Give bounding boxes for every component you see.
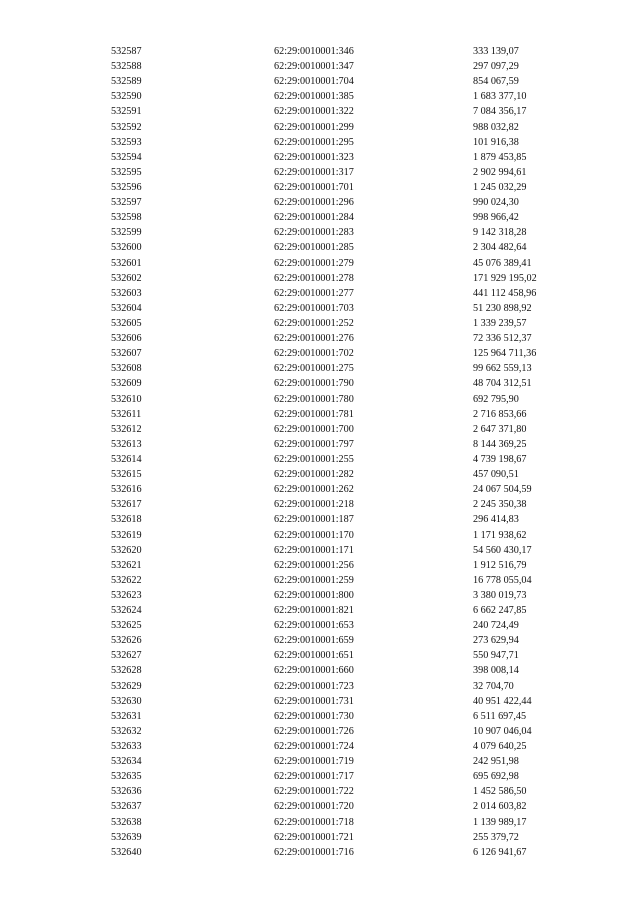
row-number: 532611: [111, 408, 142, 420]
cadastral-value: 54 560 430,17: [473, 544, 532, 556]
cadastral-number: 62:29:0010001:283: [274, 227, 354, 239]
row-number: 532614: [111, 453, 142, 465]
table-row: [0, 195, 640, 210]
cadastral-value: 990 024,30: [473, 197, 519, 209]
cadastral-number: 62:29:0010001:730: [274, 710, 354, 722]
table-row: [0, 497, 640, 512]
table-row: [0, 407, 640, 422]
cadastral-value: 4 079 640,25: [473, 741, 527, 753]
row-number: 532619: [111, 529, 142, 541]
table-row: [0, 59, 640, 74]
row-number: 532588: [111, 61, 142, 73]
table-row: [0, 120, 640, 135]
cadastral-number: 62:29:0010001:347: [274, 61, 354, 73]
row-number: 532618: [111, 514, 142, 526]
cadastral-number: 62:29:0010001:284: [274, 212, 354, 224]
cadastral-number: 62:29:0010001:651: [274, 650, 354, 662]
cadastral-number: 62:29:0010001:279: [274, 257, 354, 269]
row-number: 532638: [111, 816, 142, 828]
table-row: [0, 694, 640, 709]
cadastral-number: 62:29:0010001:323: [274, 151, 354, 163]
table-row: [0, 256, 640, 271]
cadastral-number: 62:29:0010001:723: [274, 680, 354, 692]
row-number: 532629: [111, 680, 142, 692]
cadastral-number: 62:29:0010001:731: [274, 695, 354, 707]
row-number: 532626: [111, 635, 142, 647]
cadastral-number: 62:29:0010001:659: [274, 635, 354, 647]
row-number: 532609: [111, 378, 142, 390]
cadastral-value: 2 014 603,82: [473, 801, 527, 813]
table-row: [0, 210, 640, 225]
cadastral-number: 62:29:0010001:724: [274, 741, 354, 753]
cadastral-value: 1 339 239,57: [473, 317, 527, 329]
row-number: 532592: [111, 121, 142, 133]
row-number: 532607: [111, 348, 142, 360]
table-row: [0, 845, 640, 860]
cadastral-number: 62:29:0010001:282: [274, 469, 354, 481]
row-number: 532599: [111, 227, 142, 239]
cadastral-value: 297 097,29: [473, 61, 519, 73]
table-row: [0, 89, 640, 104]
table-row: [0, 799, 640, 814]
cadastral-value: 240 724,49: [473, 620, 519, 632]
cadastral-number: 62:29:0010001:704: [274, 76, 354, 88]
cadastral-number: 62:29:0010001:278: [274, 272, 354, 284]
cadastral-number: 62:29:0010001:218: [274, 499, 354, 511]
table-row: [0, 618, 640, 633]
cadastral-value: 988 032,82: [473, 121, 519, 133]
cadastral-number: 62:29:0010001:295: [274, 136, 354, 148]
table-row: [0, 392, 640, 407]
row-number: 532590: [111, 91, 142, 103]
table-row: [0, 74, 640, 89]
cadastral-number: 62:29:0010001:716: [274, 846, 354, 858]
row-number: 532616: [111, 484, 142, 496]
cadastral-value: 2 902 994,61: [473, 166, 527, 178]
table-row: [0, 316, 640, 331]
row-number: 532606: [111, 333, 142, 345]
cadastral-value: 550 947,71: [473, 650, 519, 662]
table-row: [0, 482, 640, 497]
table-row: [0, 180, 640, 195]
table-row: [0, 165, 640, 180]
cadastral-value: 6 511 697,45: [473, 710, 527, 722]
cadastral-value: 1 171 938,62: [473, 529, 527, 541]
table-row: [0, 603, 640, 618]
row-number: 532620: [111, 544, 142, 556]
cadastral-value: 255 379,72: [473, 831, 519, 843]
table-row: [0, 528, 640, 543]
cadastral-value: 32 704,70: [473, 680, 514, 692]
cadastral-value: 16 778 055,04: [473, 574, 532, 586]
table-row: [0, 739, 640, 754]
cadastral-value: 2 304 482,64: [473, 242, 527, 254]
table-row: [0, 452, 640, 467]
cadastral-number: 62:29:0010001:275: [274, 363, 354, 375]
row-number: 532637: [111, 801, 142, 813]
table-row: [0, 301, 640, 316]
table-row: [0, 44, 640, 59]
table-row: [0, 679, 640, 694]
row-number: 532640: [111, 846, 142, 858]
row-number: 532600: [111, 242, 142, 254]
table-row: [0, 286, 640, 301]
row-number: 532639: [111, 831, 142, 843]
cadastral-value: 99 662 559,13: [473, 363, 532, 375]
cadastral-number: 62:29:0010001:285: [274, 242, 354, 254]
row-number: 532610: [111, 393, 142, 405]
table-row: [0, 724, 640, 739]
cadastral-number: 62:29:0010001:702: [274, 348, 354, 360]
row-number: 532604: [111, 302, 142, 314]
cadastral-number: 62:29:0010001:296: [274, 197, 354, 209]
row-number: 532635: [111, 771, 142, 783]
table-row: [0, 815, 640, 830]
table-row: [0, 573, 640, 588]
cadastral-number: 62:29:0010001:703: [274, 302, 354, 314]
cadastral-number: 62:29:0010001:821: [274, 605, 354, 617]
cadastral-value: 441 112 458,96: [473, 287, 537, 299]
cadastral-number: 62:29:0010001:701: [274, 181, 354, 193]
row-number: 532622: [111, 574, 142, 586]
cadastral-number: 62:29:0010001:187: [274, 514, 354, 526]
row-number: 532633: [111, 741, 142, 753]
row-number: 532627: [111, 650, 142, 662]
table-row: [0, 104, 640, 119]
cadastral-value: 457 090,51: [473, 469, 519, 481]
row-number: 532597: [111, 197, 142, 209]
table-row: [0, 225, 640, 240]
cadastral-number: 62:29:0010001:780: [274, 393, 354, 405]
row-number: 532612: [111, 423, 142, 435]
table-row: [0, 648, 640, 663]
cadastral-number: 62:29:0010001:252: [274, 317, 354, 329]
cadastral-value: 40 951 422,44: [473, 695, 532, 707]
table-row: [0, 512, 640, 527]
cadastral-value-table: [0, 44, 640, 860]
table-row: [0, 467, 640, 482]
cadastral-value: 2 716 853,66: [473, 408, 527, 420]
cadastral-number: 62:29:0010001:790: [274, 378, 354, 390]
table-row: [0, 558, 640, 573]
table-row: [0, 754, 640, 769]
cadastral-value: 3 380 019,73: [473, 589, 527, 601]
cadastral-value: 1 683 377,10: [473, 91, 527, 103]
row-number: 532613: [111, 438, 142, 450]
cadastral-value: 9 142 318,28: [473, 227, 527, 239]
cadastral-value: 692 795,90: [473, 393, 519, 405]
cadastral-value: 6 662 247,85: [473, 605, 527, 617]
row-number: 532598: [111, 212, 142, 224]
cadastral-value: 242 951,98: [473, 756, 519, 768]
cadastral-value: 51 230 898,92: [473, 302, 532, 314]
table-row: [0, 422, 640, 437]
cadastral-value: 101 916,38: [473, 136, 519, 148]
cadastral-number: 62:29:0010001:721: [274, 831, 354, 843]
cadastral-number: 62:29:0010001:322: [274, 106, 354, 118]
cadastral-number: 62:29:0010001:781: [274, 408, 354, 420]
cadastral-number: 62:29:0010001:718: [274, 816, 354, 828]
row-number: 532615: [111, 469, 142, 481]
row-number: 532621: [111, 559, 142, 571]
table-row: [0, 150, 640, 165]
cadastral-value: 398 008,14: [473, 665, 519, 677]
table-row: [0, 784, 640, 799]
table-row: [0, 663, 640, 678]
cadastral-value: 296 414,83: [473, 514, 519, 526]
row-number: 532632: [111, 725, 142, 737]
cadastral-number: 62:29:0010001:700: [274, 423, 354, 435]
row-number: 532594: [111, 151, 142, 163]
table-row: [0, 346, 640, 361]
cadastral-value: 10 907 046,04: [473, 725, 532, 737]
row-number: 532608: [111, 363, 142, 375]
cadastral-number: 62:29:0010001:256: [274, 559, 354, 571]
cadastral-value: 273 629,94: [473, 635, 519, 647]
cadastral-value: 1 879 453,85: [473, 151, 527, 163]
cadastral-value: 48 704 312,51: [473, 378, 532, 390]
cadastral-value: 998 966,42: [473, 212, 519, 224]
row-number: 532634: [111, 756, 142, 768]
cadastral-number: 62:29:0010001:346: [274, 46, 354, 57]
cadastral-number: 62:29:0010001:317: [274, 166, 354, 178]
row-number: 532587: [111, 46, 142, 57]
cadastral-value: 4 739 198,67: [473, 453, 527, 465]
cadastral-number: 62:29:0010001:276: [274, 333, 354, 345]
table-row: [0, 135, 640, 150]
cadastral-value: 1 245 032,29: [473, 181, 527, 193]
cadastral-number: 62:29:0010001:277: [274, 287, 354, 299]
row-number: 532601: [111, 257, 142, 269]
cadastral-value: 171 929 195,02: [473, 272, 537, 284]
cadastral-number: 62:29:0010001:717: [274, 771, 354, 783]
row-number: 532605: [111, 317, 142, 329]
row-number: 532631: [111, 710, 142, 722]
cadastral-number: 62:29:0010001:171: [274, 544, 354, 556]
row-number: 532624: [111, 605, 142, 617]
cadastral-number: 62:29:0010001:262: [274, 484, 354, 496]
row-number: 532596: [111, 181, 142, 193]
table-row: [0, 830, 640, 845]
row-number: 532593: [111, 136, 142, 148]
cadastral-number: 62:29:0010001:719: [274, 756, 354, 768]
row-number: 532636: [111, 786, 142, 798]
row-number: 532630: [111, 695, 142, 707]
cadastral-number: 62:29:0010001:299: [274, 121, 354, 133]
cadastral-number: 62:29:0010001:385: [274, 91, 354, 103]
cadastral-number: 62:29:0010001:797: [274, 438, 354, 450]
table-row: [0, 633, 640, 648]
cadastral-number: 62:29:0010001:722: [274, 786, 354, 798]
table-row: [0, 769, 640, 784]
row-number: 532595: [111, 166, 142, 178]
table-row: [0, 588, 640, 603]
row-number: 532623: [111, 589, 142, 601]
cadastral-number: 62:29:0010001:170: [274, 529, 354, 541]
cadastral-value: 2 245 350,38: [473, 499, 527, 511]
cadastral-number: 62:29:0010001:259: [274, 574, 354, 586]
row-number: 532589: [111, 76, 142, 88]
row-number: 532625: [111, 620, 142, 632]
cadastral-value: 45 076 389,41: [473, 257, 532, 269]
cadastral-number: 62:29:0010001:726: [274, 725, 354, 737]
cadastral-number: 62:29:0010001:800: [274, 589, 354, 601]
cadastral-value: 1 452 586,50: [473, 786, 527, 798]
table-row: [0, 331, 640, 346]
cadastral-value: 695 692,98: [473, 771, 519, 783]
cadastral-number: 62:29:0010001:255: [274, 453, 354, 465]
cadastral-value: 24 067 504,59: [473, 484, 532, 496]
table-row: [0, 437, 640, 452]
cadastral-value: 1 912 516,79: [473, 559, 527, 571]
table-row: [0, 543, 640, 558]
cadastral-value: 7 084 356,17: [473, 106, 527, 118]
cadastral-number: 62:29:0010001:660: [274, 665, 354, 677]
row-number: 532603: [111, 287, 142, 299]
cadastral-value: 8 144 369,25: [473, 438, 527, 450]
row-number: 532628: [111, 665, 142, 677]
cadastral-value: 854 067,59: [473, 76, 519, 88]
cadastral-value: 2 647 371,80: [473, 423, 527, 435]
cadastral-value: 72 336 512,37: [473, 333, 532, 345]
table-row: [0, 709, 640, 724]
cadastral-value: 6 126 941,67: [473, 846, 527, 858]
table-row: [0, 271, 640, 286]
row-number: 532617: [111, 499, 142, 511]
cadastral-value: 333 139,07: [473, 46, 519, 57]
table-row: [0, 376, 640, 391]
row-number: 532602: [111, 272, 142, 284]
cadastral-number: 62:29:0010001:653: [274, 620, 354, 632]
row-number: 532591: [111, 106, 142, 118]
table-row: [0, 361, 640, 376]
cadastral-value: 1 139 989,17: [473, 816, 527, 828]
table-row: [0, 240, 640, 255]
cadastral-number: 62:29:0010001:720: [274, 801, 354, 813]
cadastral-value: 125 964 711,36: [473, 348, 537, 360]
